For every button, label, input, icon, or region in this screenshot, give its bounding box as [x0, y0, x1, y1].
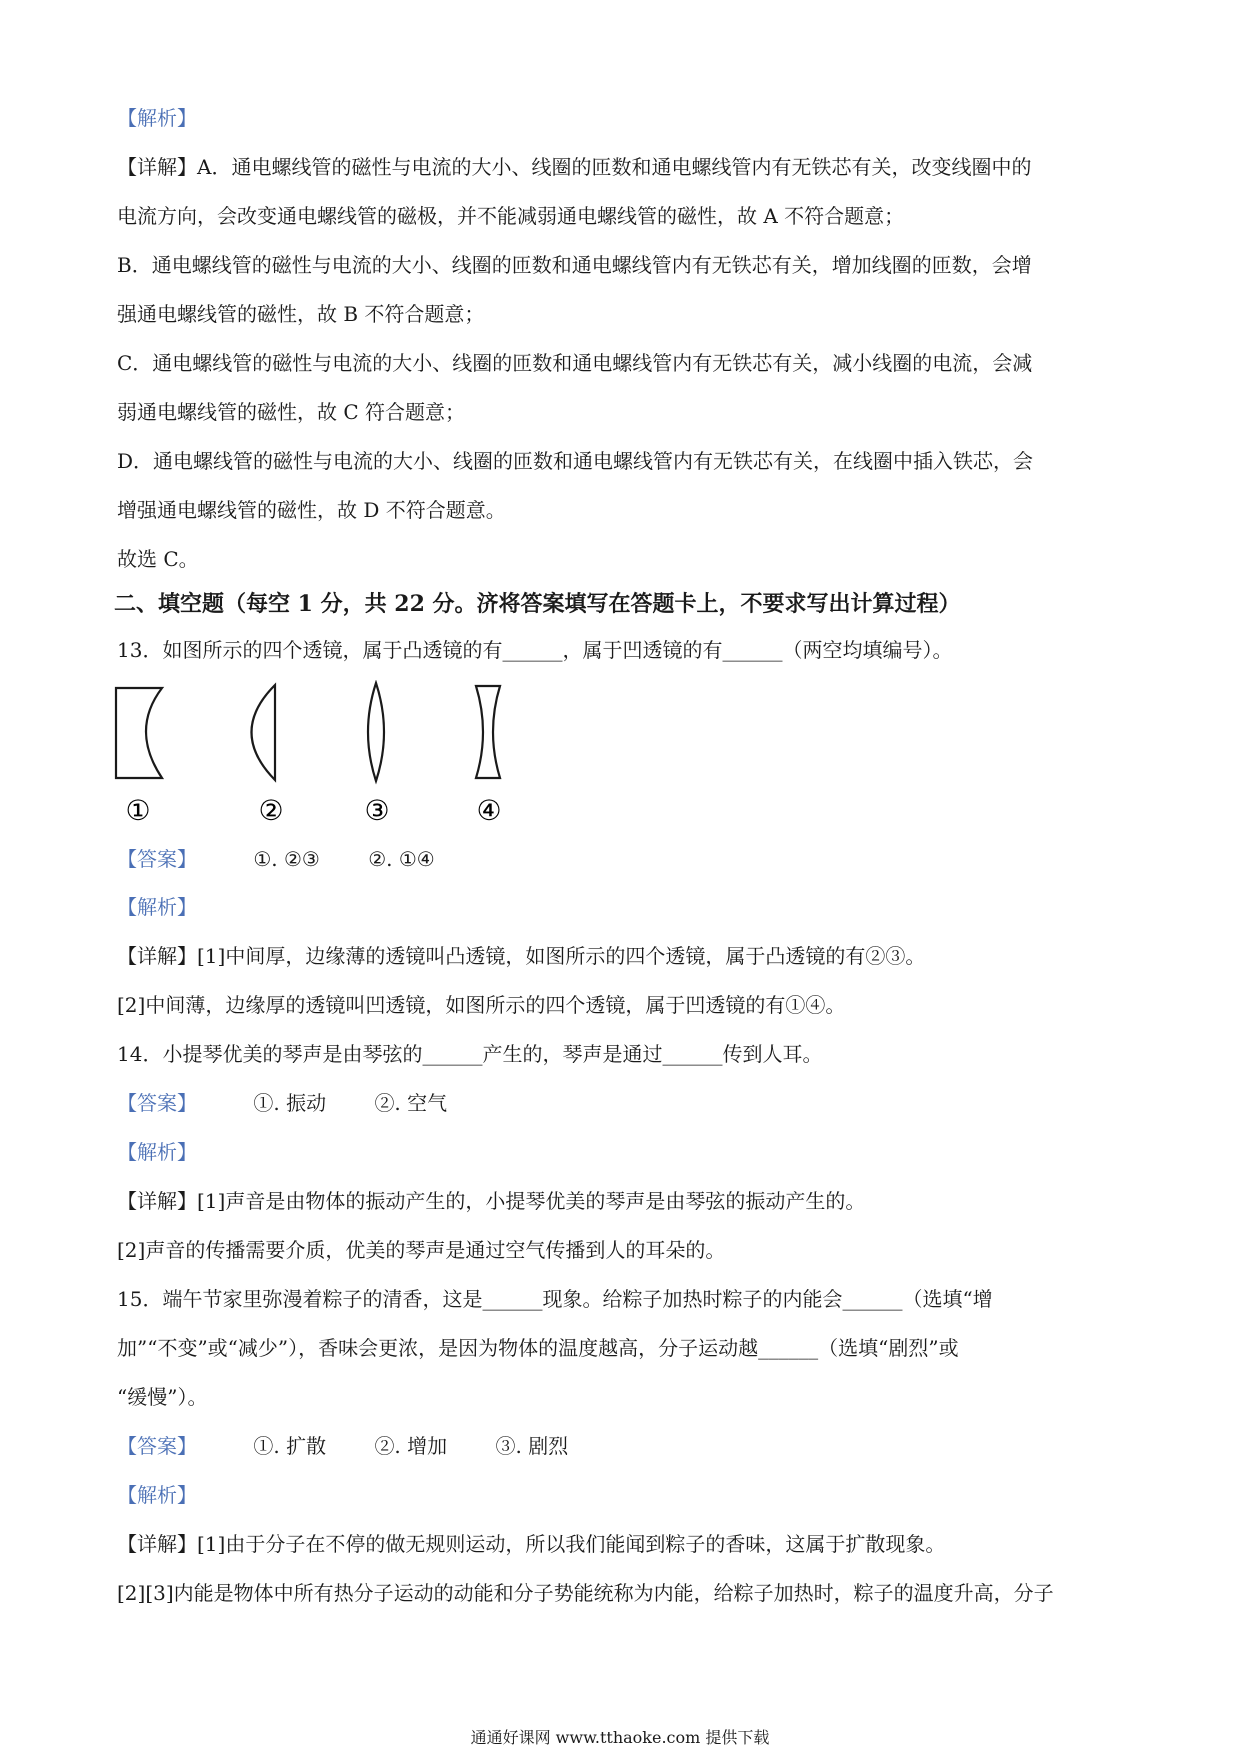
q14-answer-row — [117, 1089, 489, 1117]
answer-item: ②. ①④ — [368, 847, 435, 871]
detail-line: C．通电螺线管的磁性与电流的大小、线圈的匝数和通电螺线管内有无铁芯有关，减小线圈的电流，会减 — [117, 351, 1033, 375]
detail-line: D．通电螺线管的磁性与电流的大小、线圈的匝数和通电螺线管内有无铁芯有关，在线圈中插入铁芯，会 — [117, 449, 1034, 473]
question-15-line: “缓慢”）。 — [117, 1385, 208, 1409]
answer-item: ①. 扩散 — [253, 1434, 327, 1458]
detail-line: 【详解】[1]声音是由物体的振动产生的，小提琴优美的琴声是由琴弦的振动产生的。 — [117, 1189, 866, 1213]
detail-line: 【详解】[1]中间厚，边缘薄的透镜叫凸透镜，如图所示的四个透镜，属于凸透镜的有②③。 — [117, 944, 926, 968]
analysis-tag: 【解析】 — [117, 895, 197, 919]
answer-item: ②. 空气 — [374, 1091, 448, 1115]
detail-line: 电流方向，会改变通电螺线管的磁极，并不能减弱通电螺线管的磁性，故 A 不符合题意； — [117, 204, 905, 228]
detail-line: [2]声音的传播需要介质，优美的琴声是通过空气传播到人的耳朵的。 — [117, 1238, 726, 1262]
lens-label-1: ① — [125, 794, 151, 827]
detail-line: [2]中间薄，边缘厚的透镜叫凹透镜，如图所示的四个透镜，属于凹透镜的有①④。 — [117, 993, 846, 1017]
answer-item: ③. 剧烈 — [495, 1434, 569, 1458]
conclusion-line: 故选 C。 — [117, 547, 199, 571]
question-13: 13．如图所示的四个透镜，属于凸透镜的有______，属于凹透镜的有______（两空均填编号）。 — [117, 638, 953, 662]
lens-label-3: ③ — [364, 794, 390, 827]
answer-tag: 【答案】 — [117, 847, 197, 871]
detail-line: B．通电螺线管的磁性与电流的大小、线圈的匝数和通电螺线管内有无铁芯有关，增加线圈的匝数，会增 — [117, 253, 1032, 277]
answer-tag: 【答案】 — [117, 1091, 197, 1115]
analysis-tag: 【解析】 — [117, 1140, 197, 1164]
detail-line: [2][3]内能是物体中所有热分子运动的动能和分子势能统称为内能，给粽子加热时，粽子的温度升高，分子 — [117, 1581, 1054, 1605]
analysis-tag: 【解析】 — [117, 106, 197, 130]
answer-item: ①. 振动 — [253, 1091, 327, 1115]
answer-tag: 【答案】 — [117, 1434, 197, 1458]
answer-item: ①. ②③ — [253, 847, 320, 871]
lens-2-shape — [252, 685, 276, 780]
lens-4-shape — [476, 686, 500, 778]
question-15-line: 加”“不变”或“减少”），香味会更浓，是因为物体的温度越高，分子运动越______（选填“剧烈”或 — [117, 1336, 959, 1360]
question-14: 14．小提琴优美的琴声是由琴弦的______产生的，琴声是通过______传到人耳。 — [117, 1042, 823, 1066]
lens-3-shape — [368, 683, 384, 781]
detail-line: 增强通电螺线管的磁性，故 D 不符合题意。 — [117, 498, 506, 522]
lens-figure — [110, 680, 530, 830]
lens-label-2: ② — [258, 794, 284, 827]
detail-line: 【详解】[1]由于分子在不停的做无规则运动，所以我们能闻到粽子的香味，这属于扩散现象。 — [117, 1532, 946, 1556]
detail-line: 【详解】A．通电螺线管的磁性与电流的大小、线圈的匝数和通电螺线管内有无铁芯有关，改变线圈中的 — [117, 155, 1032, 179]
q15-answer-row — [117, 1432, 610, 1460]
detail-line: 强通电螺线管的磁性，故 B 不符合题意； — [117, 302, 485, 326]
lens-label-4: ④ — [476, 794, 502, 827]
page-footer[interactable]: 通通好课网 www.tthaoke.com 提供下载 — [470, 1728, 770, 1747]
analysis-tag: 【解析】 — [117, 1483, 197, 1507]
lens-1-shape — [116, 688, 162, 778]
q13-answer-row — [117, 845, 477, 873]
section-heading: 二、填空题（每空 1 分，共 22 分。济将答案填写在答题卡上，不要求写出计算过程） — [114, 591, 961, 617]
detail-line: 弱通电螺线管的磁性，故 C 符合题意； — [117, 400, 466, 424]
answer-item: ②. 增加 — [374, 1434, 448, 1458]
question-15-line: 15．端午节家里弥漫着粽子的清香，这是______现象。给粽子加热时粽子的内能会______（选填“增 — [117, 1287, 993, 1311]
